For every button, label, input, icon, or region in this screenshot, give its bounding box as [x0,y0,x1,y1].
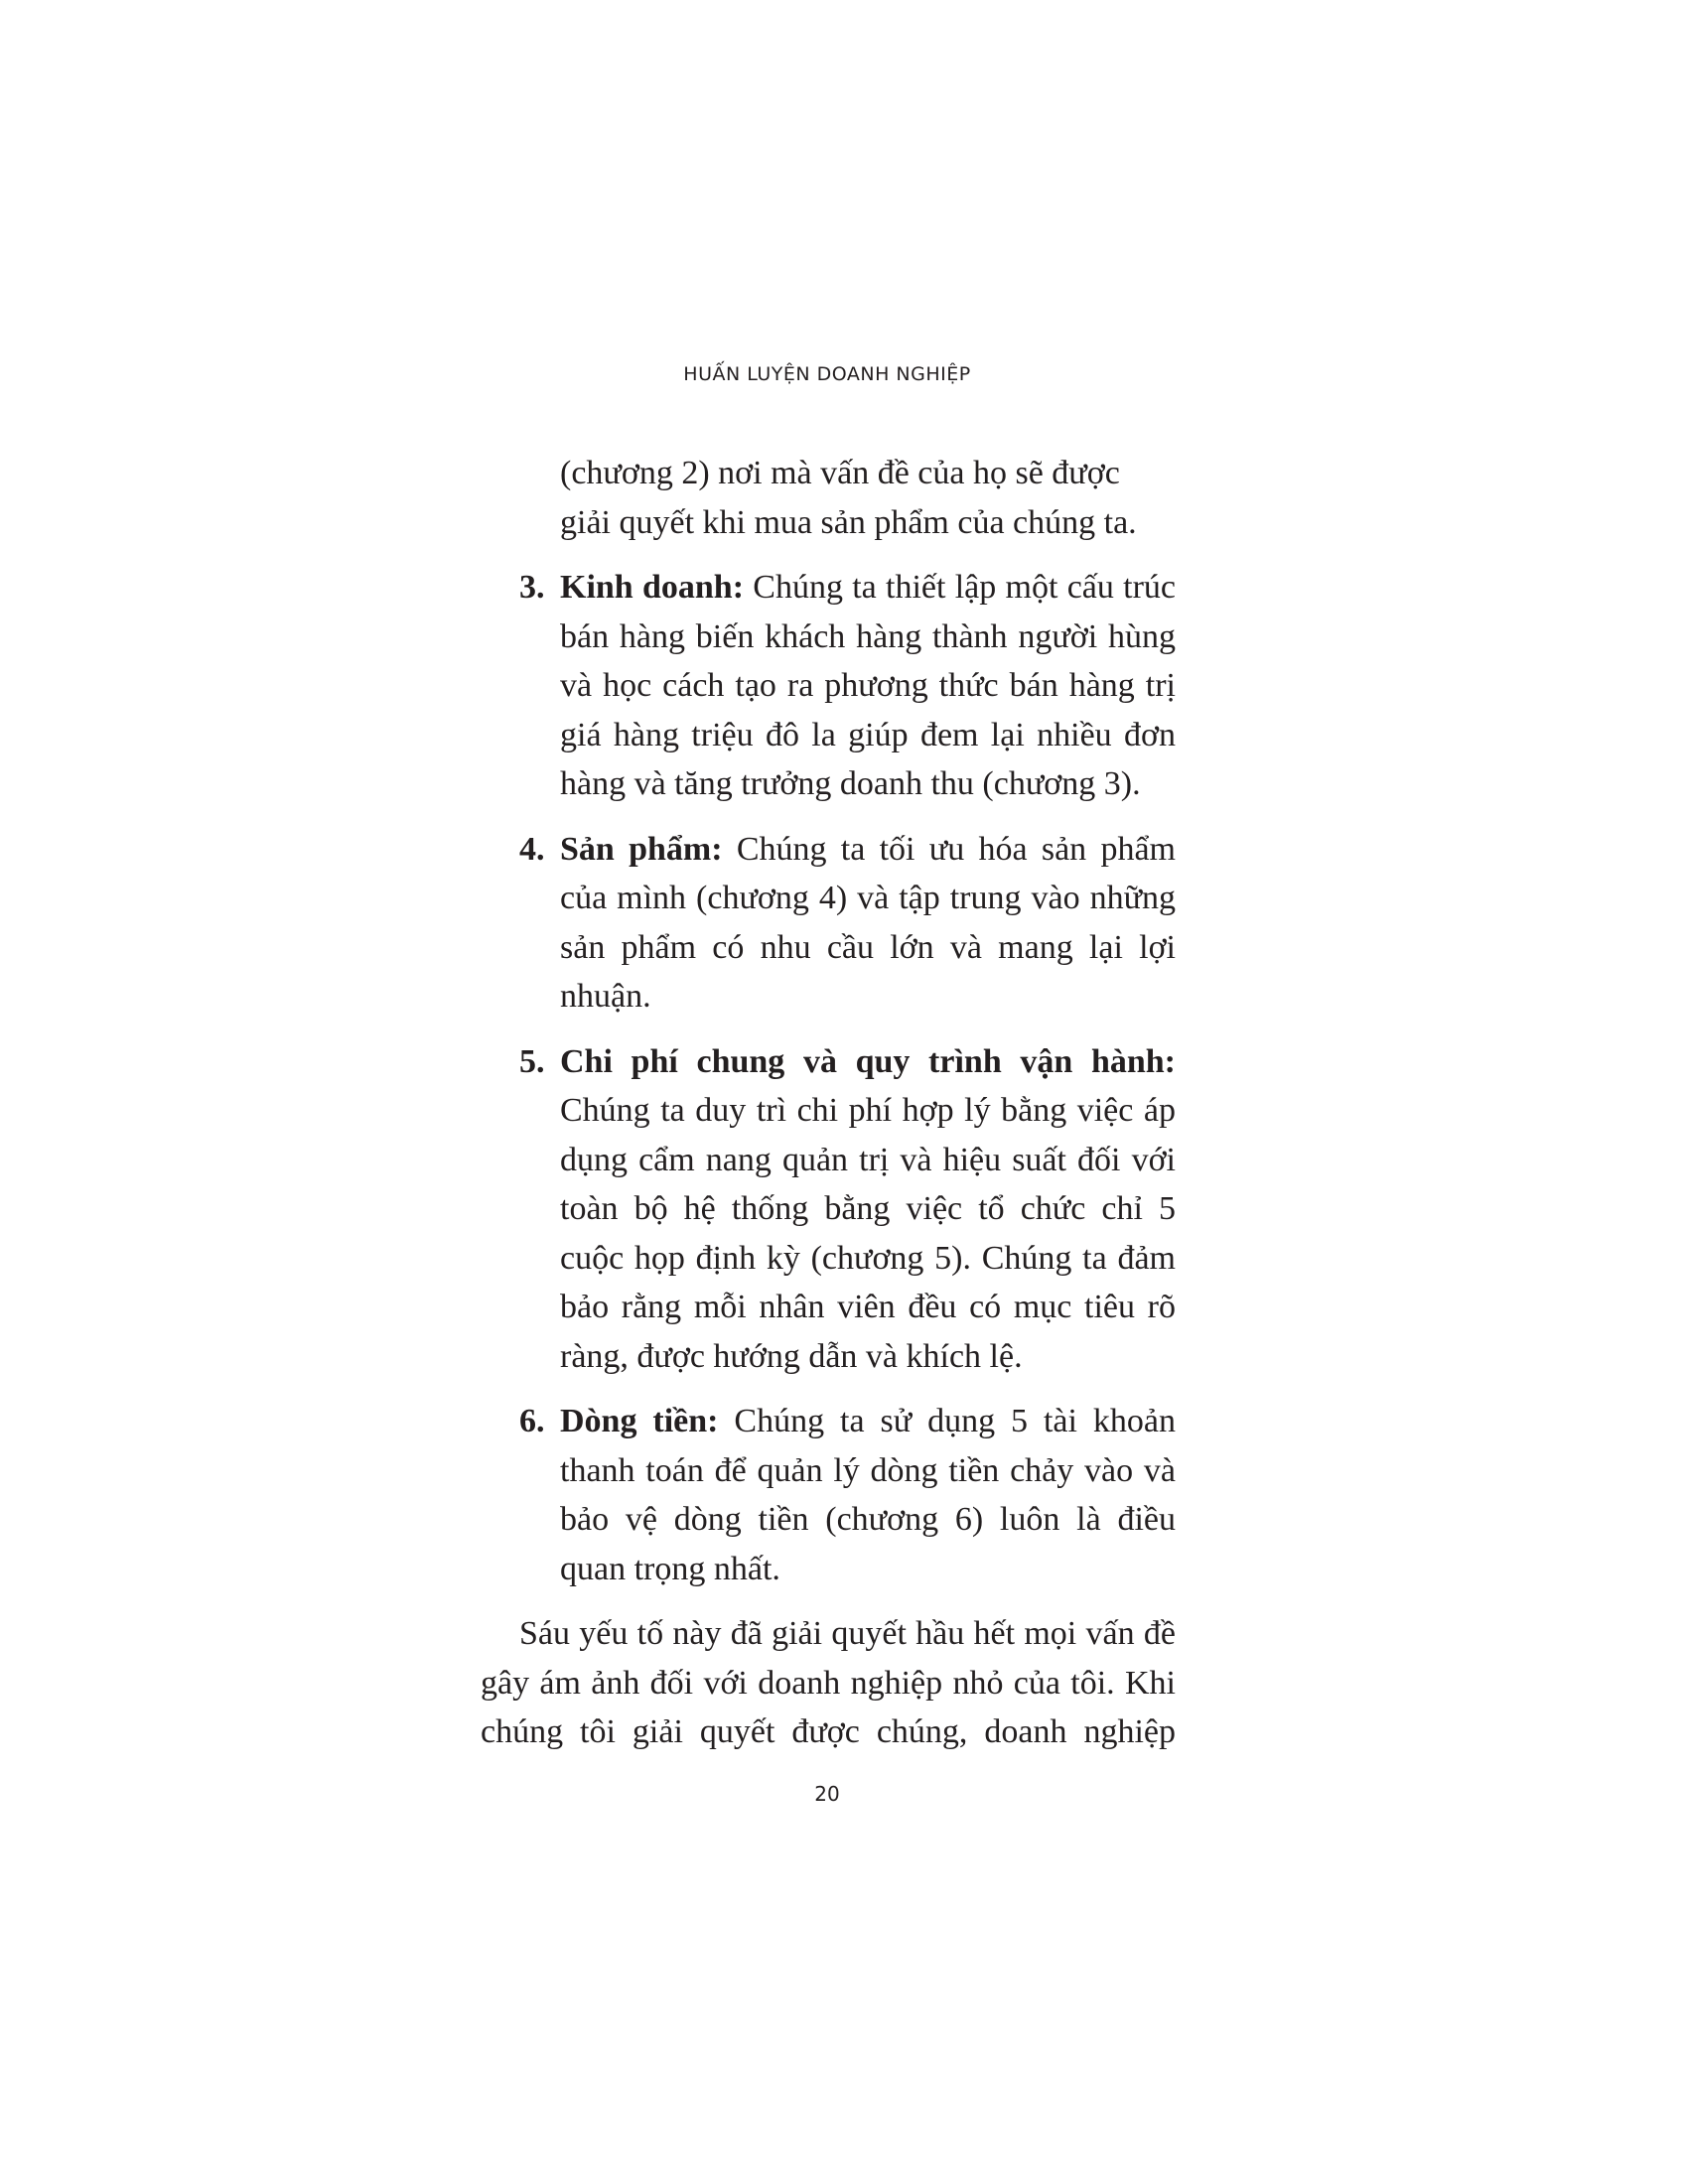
page-body [481,449,1176,1757]
numbered-list [481,563,1176,1593]
list-item-term: Dòng tiền: [560,1403,719,1439]
list-item [481,1397,1176,1593]
page-number: 20 [814,1782,840,1806]
list-item-number: 3. [519,569,545,606]
list-item [481,825,1176,1022]
closing-paragraph: Sáu yếu tố này đã giải quyết hầu hết mọi vấn đề gây ám ảnh đối với doanh nghiệp nhỏ của tôi. Khi chúng tôi giải quyết được chúng, doanh nghiệp [481,1615,1176,1750]
list-item-text: Chúng ta thiết lập một cấu trúc bán hàng biến khách hàng thành người hùng và học cách tạo ra phương thức bán hàng trị giá hàng triệu đô la giúp đem lại nhiều đơn hàng và tăng trưởng doanh thu (chương 3). [560,569,1176,802]
list-item [481,1037,1176,1382]
list-item-number: 4. [519,830,545,868]
list-item-number: 5. [519,1042,545,1080]
list-item-term: Sản phẩm: [560,830,723,868]
list-item-term: Kinh doanh: [560,569,745,606]
list-item [481,563,1176,809]
list-item-text: Chúng ta duy trì chi phí hợp lý bằng việc áp dụng cẩm nang quản trị và hiệu suất đối với toàn bộ hệ thống bằng việc tổ chức chỉ 5 cuộc họp định kỳ (chương 5). Chúng ta đảm bảo rằng mỗi nhân viên đều có mục tiêu rõ ràng, được hướng dẫn và khích lệ. [560,1092,1176,1375]
list-item-number: 6. [519,1403,545,1439]
list-item-text: Chúng ta sử dụng 5 tài khoản thanh toán để quản lý dòng tiền chảy vào và bảo vệ dòng tiền (chương 6) luôn là điều quan trọng nhất. [560,1403,1176,1587]
list-item-term: Chi phí chung và quy trình vận hành: [560,1042,1176,1080]
list-item-text: Chúng ta tối ưu hóa sản phẩm của mình (chương 4) và tập trung vào những sản phẩm có nhu cầu lớn và mang lại lợi nhuận. [560,830,1176,1015]
continuation-paragraph: (chương 2) nơi mà vấn đề của họ sẽ được giải quyết khi mua sản phẩm của chúng ta. [560,455,1137,541]
running-header: HUẤN LUYỆN DOANH NGHIỆP [683,363,971,385]
